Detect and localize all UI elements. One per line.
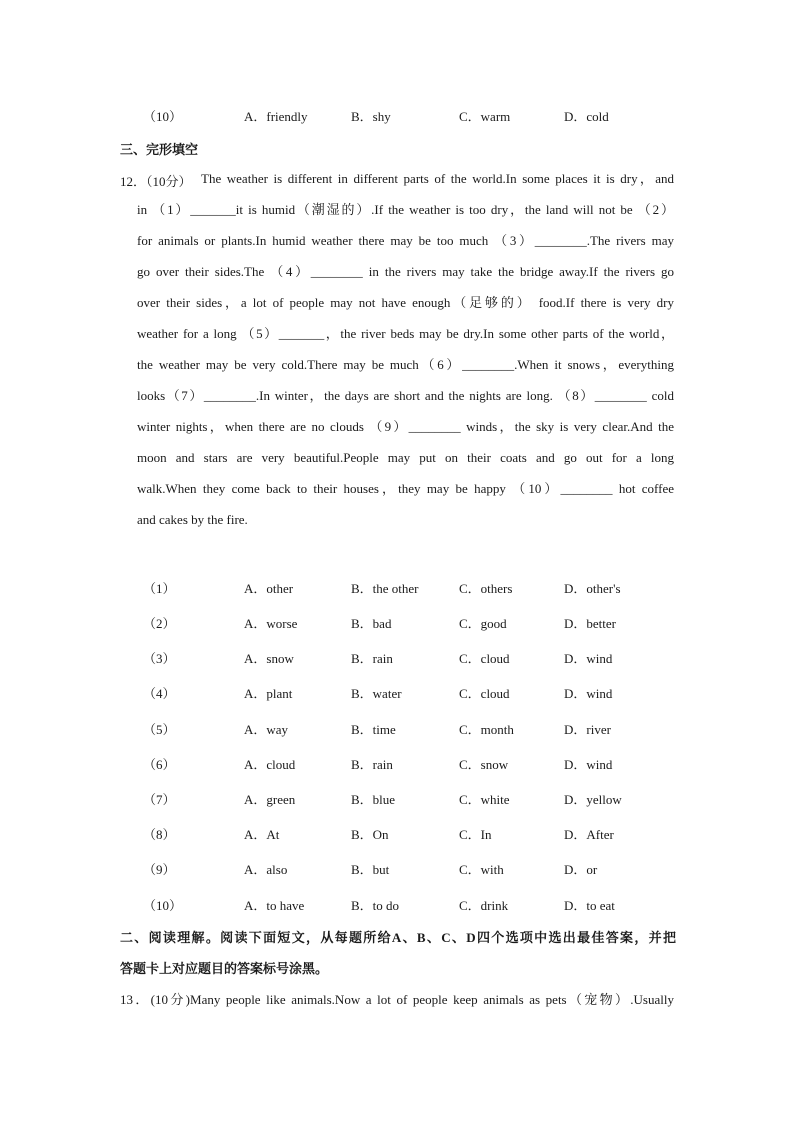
- option-b: B．blue: [351, 792, 396, 807]
- option-c: C．others: [459, 581, 513, 596]
- section-heading-reading: 二、阅读理解。阅读下面短文，从每题所给A、B、C、D四个选项中选出最佳答案，并把: [120, 930, 676, 945]
- option-c: C．In: [459, 827, 492, 842]
- blank-number: （8）: [143, 827, 176, 842]
- blank-number: （2）: [143, 616, 176, 631]
- passage-line: looks（7）________.In winter，the days are short and the nights are long. （8）________ cold: [137, 388, 674, 403]
- blank-number: （5）: [143, 722, 176, 737]
- option-a: A．friendly: [244, 109, 308, 124]
- option-d: D．wind: [564, 757, 613, 772]
- option-row: [0, 719, 794, 741]
- passage-line: over their sides，a lot of people may not have enough（足够的） food.If there is very dry: [137, 295, 674, 310]
- passage-line: go over their sides.The （4）________ in the rivers may take the bridge away.If the rivers go: [137, 264, 674, 279]
- option-row: [0, 895, 794, 917]
- section-heading-reading-line2: 答题卡上对应题目的答案标号涂黑。: [120, 961, 329, 976]
- option-c: C．with: [459, 862, 504, 877]
- blank-number: （6）: [143, 757, 176, 772]
- option-d: D．river: [564, 722, 611, 737]
- question-12-prefix: 12．（10分）: [120, 174, 192, 189]
- passage-line: The weather is different in different parts of the world.In some places it is dry，and: [201, 171, 674, 186]
- option-d: D．After: [564, 827, 614, 842]
- option-b: B．the other: [351, 581, 419, 596]
- option-row: [0, 613, 794, 635]
- question-number: （10）: [143, 109, 183, 124]
- option-b: B．time: [351, 722, 396, 737]
- blank-number: （10）: [143, 898, 183, 913]
- option-a: A．way: [244, 722, 289, 737]
- option-b: B．bad: [351, 616, 392, 631]
- passage-line: moon and stars are very beautiful.People may put on their coats and go out for a long: [137, 450, 674, 465]
- option-d: D．to eat: [564, 898, 615, 913]
- section-heading-cloze: 三、完形填空: [120, 142, 199, 157]
- option-row: [0, 578, 794, 600]
- passage-line: weather for a long （5）_______，the river beds may be dry.In some other parts of the world，: [137, 326, 674, 341]
- option-a: A．cloud: [244, 757, 296, 772]
- option-b: B．shy: [351, 109, 391, 124]
- option-b: B．rain: [351, 757, 393, 772]
- question-12-first-line: [201, 163, 674, 194]
- option-b: B．to do: [351, 898, 400, 913]
- option-c: C．cloud: [459, 651, 510, 666]
- passage-line: and cakes by the fire.: [137, 512, 248, 527]
- option-row: [0, 683, 794, 705]
- option-c: C．snow: [459, 757, 509, 772]
- option-a: A．At: [244, 827, 280, 842]
- passage-line: for animals or plants.In humid weather there may be too much （3）________.The rivers may: [137, 233, 674, 248]
- cloze-passage: [137, 194, 674, 535]
- option-d: D．or: [564, 862, 598, 877]
- option-d: D．better: [564, 616, 616, 631]
- option-b: B．but: [351, 862, 390, 877]
- option-d: D．yellow: [564, 792, 622, 807]
- option-c: C．warm: [459, 109, 511, 124]
- option-c: C．month: [459, 722, 514, 737]
- option-row: [0, 789, 794, 811]
- blank-number: （9）: [143, 862, 176, 877]
- passage-line: in （1）_______it is humid（潮湿的）.If the weather is too dry，the land will not be （2）: [137, 202, 674, 217]
- option-b: B．rain: [351, 651, 393, 666]
- passage-line: winter nights，when there are no clouds （9）________ winds，the sky is very clear.And the: [137, 419, 674, 434]
- option-c: C．drink: [459, 898, 509, 913]
- top-question-options: [0, 106, 794, 128]
- option-row: [0, 859, 794, 881]
- option-b: B．On: [351, 827, 389, 842]
- option-d: D．wind: [564, 651, 613, 666]
- option-d: D．cold: [564, 109, 609, 124]
- option-row: [0, 754, 794, 776]
- option-a: A．plant: [244, 686, 293, 701]
- blank-number: （1）: [143, 581, 176, 596]
- option-d: D．other's: [564, 581, 621, 596]
- option-row: [0, 648, 794, 670]
- option-c: C．white: [459, 792, 510, 807]
- blank-number: （7）: [143, 792, 176, 807]
- option-c: C．good: [459, 616, 507, 631]
- option-c: C．cloud: [459, 686, 510, 701]
- question-13-first-line: 13．(10分)Many people like animals.Now a lot of people keep animals as pets（宠物）.Usually: [120, 992, 674, 1007]
- option-a: A．also: [244, 862, 288, 877]
- option-a: A．to have: [244, 898, 305, 913]
- blank-number: （4）: [143, 686, 176, 701]
- option-b: B．water: [351, 686, 402, 701]
- option-d: D．wind: [564, 686, 613, 701]
- passage-line: walk.When they come back to their houses，they may be happy （10）________ hot coffee: [137, 481, 674, 496]
- option-a: A．other: [244, 581, 294, 596]
- option-row: [0, 824, 794, 846]
- option-a: A．green: [244, 792, 296, 807]
- passage-line: the weather may be very cold.There may be much（6）________.When it snows，everything: [137, 357, 674, 372]
- blank-number: （3）: [143, 651, 176, 666]
- option-a: A．snow: [244, 651, 294, 666]
- option-a: A．worse: [244, 616, 298, 631]
